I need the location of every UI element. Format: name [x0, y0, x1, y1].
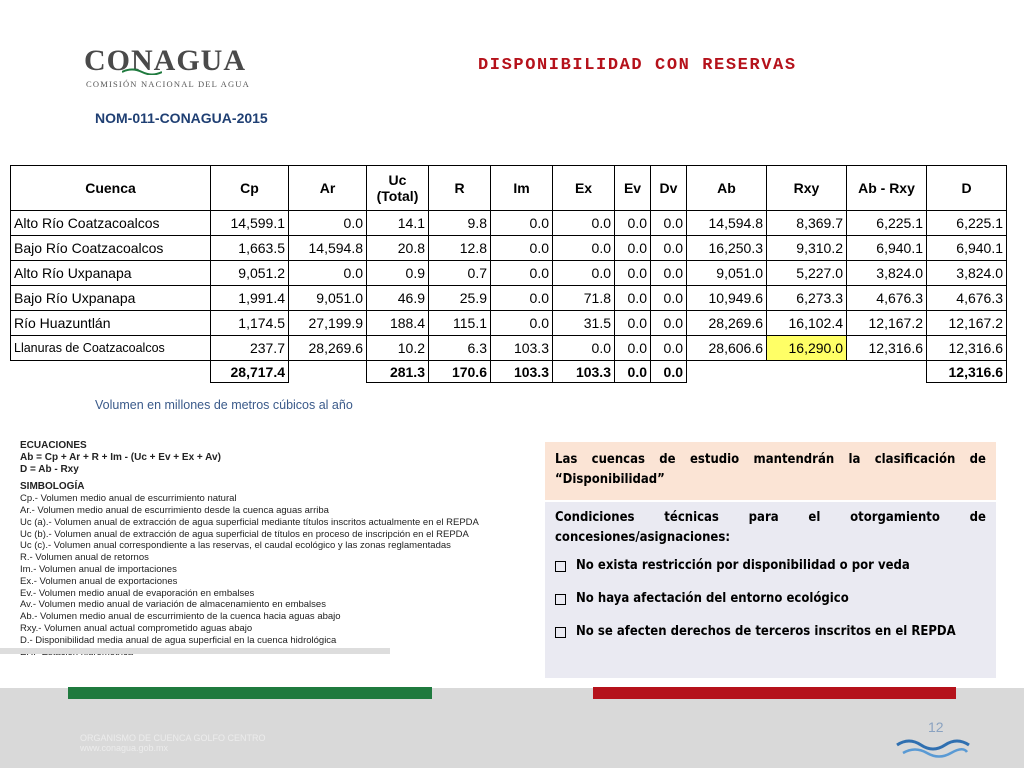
condition-text: No se afecten derechos de terceros inscritos en el REPDA — [576, 624, 956, 639]
cell-im: 0.0 — [491, 236, 553, 261]
cell-ev: 0.0 — [615, 286, 651, 311]
cell-cp: 9,051.2 — [211, 261, 289, 286]
header-d: D — [927, 166, 1007, 211]
cell-dv: 0.0 — [651, 261, 687, 286]
cell-cp: 1,663.5 — [211, 236, 289, 261]
cell-r: 12.8 — [429, 236, 491, 261]
cell-cuenca: Bajo Río Uxpanapa — [11, 286, 211, 311]
cell-cp: 1,174.5 — [211, 311, 289, 336]
cell-cp: 14,599.1 — [211, 211, 289, 236]
cell-cuenca: Río Huazuntlán — [11, 311, 211, 336]
table-row — [11, 261, 1007, 286]
conclusions-panel — [545, 442, 996, 678]
symbology-heading: SIMBOLOGÍA — [20, 481, 85, 493]
header-ar: Ar — [289, 166, 367, 211]
cell-d: 3,824.0 — [927, 261, 1007, 286]
condition-text: No haya afectación del entorno ecológico — [576, 591, 849, 606]
logo-wordmark: CONAGUA — [84, 44, 246, 77]
cell-uc: 14.1 — [367, 211, 429, 236]
symbology-item: Uc (c).- Volumen anual correspondiente a las reservas, el caudal ecológico y las zonas reglamentadas — [20, 540, 451, 552]
cell-ev: 0.0 — [615, 261, 651, 286]
header-cp: Cp — [211, 166, 289, 211]
header-ab: Ab — [687, 166, 767, 211]
cell-r: 9.8 — [429, 211, 491, 236]
total-blank — [767, 361, 847, 383]
conditions-box — [545, 502, 996, 678]
cell-ex: 0.0 — [553, 261, 615, 286]
cell-ex: 0.0 — [553, 236, 615, 261]
cell-d: 6,940.1 — [927, 236, 1007, 261]
cell-dv: 0.0 — [651, 286, 687, 311]
condition-text: No exista restricción por disponibilidad o por veda — [576, 558, 910, 573]
cell-rxy: 6,273.3 — [767, 286, 847, 311]
cell-ab-rxy: 3,824.0 — [847, 261, 927, 286]
conditions-intro: Condiciones técnicas para el otorgamiento de concesiones/asignaciones: — [555, 510, 986, 545]
condition-item — [555, 622, 986, 642]
cell-ex: 0.0 — [553, 336, 615, 361]
symbology-item: Im.- Volumen anual de importaciones — [20, 563, 177, 575]
header-im: Im — [491, 166, 553, 211]
cell-ab: 14,594.8 — [687, 211, 767, 236]
total-blank — [687, 361, 767, 383]
total-blank — [11, 361, 211, 383]
symbology-item: Ev.- Volumen medio anual de evaporación en embalses — [20, 587, 255, 599]
condition-item — [555, 589, 986, 609]
header-dv: Dv — [651, 166, 687, 211]
table-row — [11, 311, 1007, 336]
cell-cuenca: Llanuras de Coatzacoalcos — [11, 336, 211, 361]
cell-ar: 14,594.8 — [289, 236, 367, 261]
total-cp: 28,717.4 — [211, 361, 289, 383]
cell-rxy-highlighted: 16,290.0 — [767, 336, 847, 361]
cell-im: 103.3 — [491, 336, 553, 361]
cell-r: 6.3 — [429, 336, 491, 361]
norm-reference: NOM-011-CONAGUA-2015 — [95, 110, 268, 126]
org-name: ORGANISMO DE CUENCA GOLFO CENTRO — [80, 733, 266, 743]
total-blank — [289, 361, 367, 383]
logo-wave-icon — [122, 67, 162, 75]
cell-ab-rxy: 12,167.2 — [847, 311, 927, 336]
cell-cuenca: Alto Río Coatzacoalcos — [11, 211, 211, 236]
cell-im: 0.0 — [491, 211, 553, 236]
page-title: DISPONIBILIDAD CON RESERVAS — [478, 56, 797, 75]
checkbox-bullet-icon — [555, 561, 566, 572]
cell-ar: 28,269.6 — [289, 336, 367, 361]
cell-uc: 10.2 — [367, 336, 429, 361]
header-ev: Ev — [615, 166, 651, 211]
cell-im: 0.0 — [491, 261, 553, 286]
divider-bar — [0, 648, 390, 654]
cell-rxy: 9,310.2 — [767, 236, 847, 261]
table-row — [11, 336, 1007, 361]
footer — [0, 688, 1024, 768]
availability-table — [10, 165, 1007, 383]
header-ex: Ex — [553, 166, 615, 211]
cell-ab-rxy: 4,676.3 — [847, 286, 927, 311]
table-row — [11, 236, 1007, 261]
red-stripe — [593, 687, 956, 699]
cell-uc: 46.9 — [367, 286, 429, 311]
cell-uc: 0.9 — [367, 261, 429, 286]
cell-im: 0.0 — [491, 286, 553, 311]
cell-ex: 71.8 — [553, 286, 615, 311]
cell-ev: 0.0 — [615, 336, 651, 361]
cell-ev: 0.0 — [615, 211, 651, 236]
header-cuenca: Cuenca — [11, 166, 211, 211]
equation-d: D = Ab - Rxy — [20, 463, 79, 475]
cell-ar: 27,199.9 — [289, 311, 367, 336]
symbology-item: R.- Volumen anual de retornos — [20, 552, 149, 564]
symbology-item: Ar.- Volumen medio anual de escurrimiento desde la cuenca aguas arriba — [20, 504, 329, 516]
condition-item — [555, 556, 986, 576]
symbology-item: Uc (b).- Volumen anual de extracción de agua superficial de títulos en proceso de inscripción en el REPDA — [20, 528, 469, 540]
equations-heading: ECUACIONES — [20, 440, 87, 451]
cell-dv: 0.0 — [651, 336, 687, 361]
symbology-item: Av.- Volumen medio anual de variación de almacenamiento en embalses — [20, 599, 326, 611]
cell-cuenca: Bajo Río Coatzacoalcos — [11, 236, 211, 261]
cell-ab-rxy: 12,316.6 — [847, 336, 927, 361]
cell-ab: 28,606.6 — [687, 336, 767, 361]
symbology-item: Cp.- Volumen medio anual de escurrimiento natural — [20, 493, 237, 505]
cell-ev: 0.0 — [615, 236, 651, 261]
cell-rxy: 16,102.4 — [767, 311, 847, 336]
cell-ev: 0.0 — [615, 311, 651, 336]
cell-ab: 28,269.6 — [687, 311, 767, 336]
page-number: 12 — [928, 719, 944, 735]
cell-cp: 1,991.4 — [211, 286, 289, 311]
header-ab-rxy: Ab - Rxy — [847, 166, 927, 211]
totals-row — [11, 361, 1007, 383]
cell-d: 12,316.6 — [927, 336, 1007, 361]
cell-rxy: 8,369.7 — [767, 211, 847, 236]
cell-ex: 31.5 — [553, 311, 615, 336]
table-header-row — [11, 166, 1007, 211]
cell-dv: 0.0 — [651, 211, 687, 236]
cell-cuenca: Alto Río Uxpanapa — [11, 261, 211, 286]
total-d: 12,316.6 — [927, 361, 1007, 383]
cell-ar: 0.0 — [289, 261, 367, 286]
table-row — [11, 211, 1007, 236]
cell-dv: 0.0 — [651, 236, 687, 261]
total-r: 170.6 — [429, 361, 491, 383]
total-blank — [847, 361, 927, 383]
symbology-item: Uc (a).- Volumen anual de extracción de agua superficial mediante títulos inscritos actualmente en el REPDA — [20, 516, 479, 528]
total-dv: 0.0 — [651, 361, 687, 383]
cell-d: 6,225.1 — [927, 211, 1007, 236]
conagua-logo — [84, 44, 250, 94]
checkbox-bullet-icon — [555, 627, 566, 638]
cell-dv: 0.0 — [651, 311, 687, 336]
cell-ar: 0.0 — [289, 211, 367, 236]
cell-uc: 20.8 — [367, 236, 429, 261]
cell-uc: 188.4 — [367, 311, 429, 336]
classification-statement: Las cuencas de estudio mantendrán la clasificación de “Disponibilidad” — [545, 442, 996, 500]
total-ex: 103.3 — [553, 361, 615, 383]
table-row — [11, 286, 1007, 311]
equation-ab: Ab = Cp + Ar + R + Im - (Uc + Ev + Ex + Av) — [20, 451, 221, 463]
cell-rxy: 5,227.0 — [767, 261, 847, 286]
cell-ab: 9,051.0 — [687, 261, 767, 286]
cell-r: 0.7 — [429, 261, 491, 286]
cell-im: 0.0 — [491, 311, 553, 336]
org-website: www.conagua.gob.mx — [80, 743, 169, 753]
cell-r: 115.1 — [429, 311, 491, 336]
cell-ab-rxy: 6,225.1 — [847, 211, 927, 236]
total-ev: 0.0 — [615, 361, 651, 383]
checkbox-bullet-icon — [555, 594, 566, 605]
total-im: 103.3 — [491, 361, 553, 383]
header-rxy: Rxy — [767, 166, 847, 211]
cell-ar: 9,051.0 — [289, 286, 367, 311]
organization-footer — [80, 733, 266, 753]
equations-block — [20, 440, 525, 670]
total-uc: 281.3 — [367, 361, 429, 383]
units-note: Volumen en millones de metros cúbicos al año — [95, 398, 353, 412]
header-r: R — [429, 166, 491, 211]
cell-cp: 237.7 — [211, 336, 289, 361]
cell-d: 12,167.2 — [927, 311, 1007, 336]
symbology-item: Ab.- Volumen medio anual de escurrimiento de la cuenca hacia aguas abajo — [20, 611, 341, 623]
logo-subtitle: COMISIÓN NACIONAL DEL AGUA — [86, 79, 250, 89]
water-wave-icon — [895, 737, 970, 759]
green-stripe — [68, 687, 432, 699]
header-uc: Uc (Total) — [367, 166, 429, 211]
symbology-item: D.- Disponibilidad media anual de agua superficial en la cuenca hidrológica — [20, 634, 337, 646]
cell-ab: 10,949.6 — [687, 286, 767, 311]
cell-r: 25.9 — [429, 286, 491, 311]
symbology-item: Ex.- Volumen anual de exportaciones — [20, 575, 178, 587]
symbology-item: Rxy.- Volumen anual actual comprometido aguas abajo — [20, 622, 253, 634]
cell-ab: 16,250.3 — [687, 236, 767, 261]
cell-d: 4,676.3 — [927, 286, 1007, 311]
cell-ab-rxy: 6,940.1 — [847, 236, 927, 261]
cell-ex: 0.0 — [553, 211, 615, 236]
